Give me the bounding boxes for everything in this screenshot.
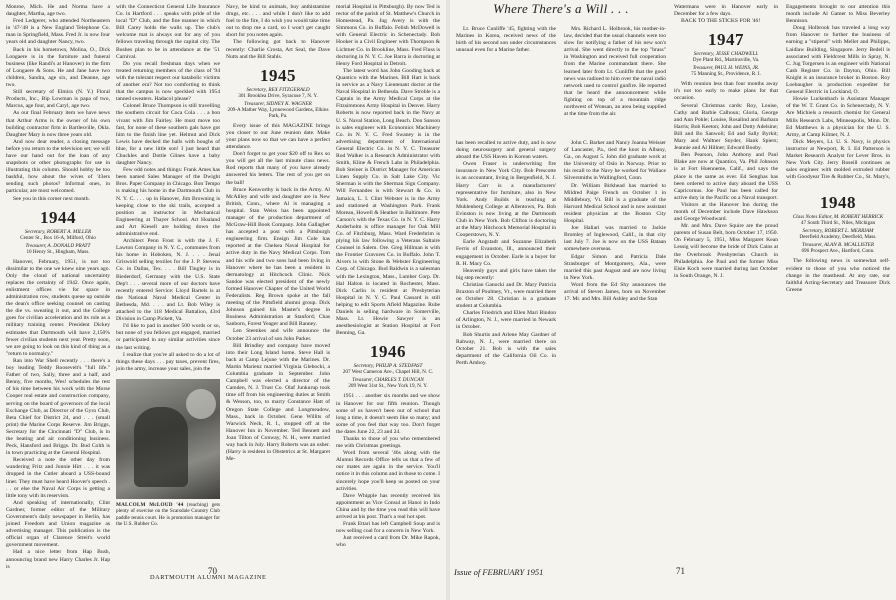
- text-paragraph: I realize that you're all asked to do a lot of things these days . . . pay taxes, prevent fires, join the army, increase your sales, join the: [116, 351, 220, 372]
- column-5b: [564, 140, 666, 560]
- text-paragraph: Navy, be kind to animals, buy anthistamine drugs, etc. . . . and while I don't like to add fuel to the fire, I do wish you would take time out to drop me a card, so I won't get caught short for you notes again.: [226, 4, 330, 39]
- class-year-heading: 1945: [260, 65, 296, 85]
- treasurer-line: Treasurer, SIDNEY K. WAGNER: [244, 100, 312, 107]
- text-paragraph: Bruce Kenworthy is back in the Army. Al McAliley and wife and daughter are in New British, Conn., where Al is managing a hospital. Stan Weiss has been appointed manager of the production department of McGraw-Hill Book Company. John Gallagher has accepted a post with a Pittsburgh engineering firm. Ensign Jim Cole has reported at the Chelsea Naval Hospital for active duty in the Navy Medical Corps. Tom and his wife and two sons had been living in Hanover where he has been a resident in dermatology at Hitchcock Clinic. Nick Sandoe was elected president of the newly formed Hanover Chapter of the United World Federalists. Reg Brown spoke at the fall meeting of the Pittsfield alumni group. Dick Johnson gained his Master's degree in Business Administration at Stanford; Chas Sanborn, Forest Yeager and Bill Ranney.: [226, 186, 330, 328]
- text-paragraph: And speaking of internationally, Clint Gardner, former editor of the Military Government's daily newspaper in Berlin, has joined Freedom and Union magazine as advertising manager. This publication is the official organ of Clarence Streit's world government movement.: [6, 499, 110, 549]
- text-paragraph: Doug Holbrook has traveled a long way from Hanover to further the business of earning a "stipend" with Mellet and Philipps, Laidlaw Building, Singapore. Jerry Bedell is associated with Fieldcrest Mills in Spray, N. C. Jug Torgersen is an engineer with National Cash Register Co. in Dayton, Ohio. Bill Knight is an insurance broker in Boston. Roy Loebaugher is production expediter for General Electric in Lockland, O.: [786, 25, 890, 96]
- text-paragraph: I'd like to pad in another 500 words or so, but none of you fellows got engaged, married or participated in any similar activities since the last writing.: [116, 323, 220, 351]
- text-paragraph: Word from several '46s along with the Alumni Records Office tells us that a few of our mates are again in the service. You'll notice it in this column and in those to come. I sincerely hope you'll keep us posted on your activities.: [336, 450, 440, 492]
- text-paragraph: Fred Ledgerer, who attended Northeastern in '47-'48 is a New England Telephone Co. man in Springfield, Mass. Fred Jr. is now four years old and daughter Nancy, two.: [6, 18, 110, 46]
- caption-name: MALCOLM McLOUD '44: [116, 501, 184, 508]
- text-paragraph: Owen Fraser is underwriting fire insurance in New York City. Bob Prescotte is an accountant, living in Bergenfield, N. J. Harry Carr is a manufacturers' representative for furniture, also in New York. Andy Builds is teaching at Muhlenberg College at Allentown, Pa. Bob Evinston is now living at the Dartmouth Club in New York. Bob Clifton is doctoring at the Mary Hitchcock Memorial Hospital in Cooperstown, N. Y.: [456, 161, 556, 239]
- treasurer-address: 209-A Mather Way, Lynnewood Gardens, Elkins Park, Pa.: [227, 106, 329, 119]
- text-paragraph: Don't forget to get your $20 off to Rex so you will get all the last minute class news. Rod reports that many of you have already answered his letters. The rest of you get on the ball!: [226, 151, 330, 186]
- col1-paras: [6, 4, 110, 203]
- text-paragraph: 1951 . . . another six months and we show in Hanover for our fifth reunion. Though some of us haven't been out of school that long a time, it doesn't seem like so many; and some of you feel that way too. Don't forget the dates June 22, 23 and 24.: [336, 393, 440, 435]
- text-paragraph: Every issue of this MAGAZINE brings you closer to our June reunion date. Make your plans now so that we can have a perfect attendance.: [226, 122, 330, 151]
- text-paragraph: Dr. William Birkhead has married to Mildred Paige French on October 1 in Middlebury, Vt. Bill is a graduate of the Harvard Medical School and is now assistant resident physician at the Boston City Hospital.: [564, 182, 666, 225]
- text-paragraph: Bill Brindley and company have moved into their Long Island home. Steve Hall is back at Camp Lejune with the Marines. Dr. Martin Marienz married Virginia Glebocki, a Columbia graduate in September. John Campbell was elected a director of the Camden, N. J. Trust Co. Olaf Junkurup took time off from his engineering duties at Smith & Wesson, too, to marry Constance Hatt of Oregon State College and Longmeadow, Mass., back in October. Gene Willits of Warwick Neck, R. I., stopped off at the Hanover Inn in November. Ted Bennett and Joan Tilton of Conway, N. H., were married way back in July. Harry Roberts was an usher. (Harry is resident in Obstetrics at St. Margaret Me-: [226, 342, 330, 463]
- text-paragraph: Earle Angstadt and Suzanne Elizabeth Ferris of Evanston, Ill., announced their engagement in October. Earle is a buyer for R. H. Macy Co.: [456, 239, 556, 267]
- paddle-tennis-photo: [116, 379, 220, 499]
- caption-text: (reaching) gets plenty of exercise on the Scarsdale Country Club paddle tennis court. He is promotion manager for the U.S. Rubber Co.: [116, 501, 221, 528]
- magazine-footer: DARTMOUTH ALUMNI MAGAZINE: [150, 574, 267, 581]
- text-paragraph: Engagements brought to our attention this month include Al Gamer to Miss Beverley Bennison.: [786, 4, 890, 25]
- text-paragraph: Howie Luckenbach is Assistant Manager of the W. T. Grant Co. in Schenectady, N. Y. Are Michiels a research chemist for General Mills Research Labs, Minneapolis, Minn. Dr. Ed Matthews is a physician for the U. S. Army, at Camp Kilmer, N. J.: [786, 96, 890, 138]
- text-paragraph: Bob Shurtis and Arlene May Gardner of Rahway, N. J., were married there on October 21. Bob is with the sales department of the California Oil Co. in Perth Amboy.: [456, 331, 556, 366]
- sidebar-title: Where There's a Will . . .: [493, 1, 629, 16]
- col1-paras2: [6, 259, 110, 571]
- column-5: [456, 140, 556, 560]
- secretary-address: 207 West Cameron Ave., Chapel Hill, N. C.: [342, 369, 434, 376]
- photo-light: [186, 389, 216, 419]
- secretary-line: Secretary, PHILIP A. STEDFAST: [353, 363, 423, 370]
- text-paragraph: Ben Pearson, John Anthony and Paul Blake are now at Quantico, Va. Phil Johnson is at Fort Huenneme, Calif., and says the place is the same as ever. Ed Senghas has been ordered to active duty aboard the USS Capricornus. Joe Paul has been called for active duty in the Pacific on a Naval transport.: [674, 152, 778, 201]
- secretary-line: Secretary, JESSE CHADWELL: [693, 51, 759, 58]
- text-paragraph: Dick Meyers, Lt. U. S. Navy, is physics instructor at Newport, R. I. Ed Patterson is Market Research Analyst for Lever Bros. in New York City. Jerry Roseill continues as sales engineer with molded extruded rubber with Goodyear Tire & Rubber Co., St. Mary's, O.: [786, 138, 890, 188]
- text-paragraph: Frank Ettari has left Campbell Soup and is now selling coal for a concern in New York.: [336, 521, 440, 535]
- secretary-line: Secretary, REX FITZGERALD: [246, 86, 310, 93]
- class-year-heading: 1946: [370, 342, 406, 362]
- class-year-heading: 1947: [708, 30, 744, 50]
- sidebar-col-b: [564, 26, 666, 138]
- text-paragraph: Just received a card from Dr. Mike Rapok, who: [336, 535, 440, 549]
- sidebar-col-a: [456, 26, 556, 138]
- photo-caption: [116, 502, 220, 528]
- text-paragraph: Christian Ganocki and Dr. Mary Patricia Braxton of Poultney, Vt., were married there on October 28. Christian is a graduate student at Columbia.: [456, 281, 556, 310]
- text-paragraph: Hanover, February, 1951, is not too dissimilar to the one we knew nine years ago. Only the cloud of national uncertainty replaces the certainty of 1942. Once again, enlistment offices vie for space in administration row, students queue up outside the dean's office seeking counsel on casting the die vs. sweating it out, and the College goes for civilian acceleration and its role as a military training center. President Dickey estimates that Dartmouth will have 2,150% fewer civilian students next year. Pretty soon, we are going to look on this kind of thing as a "return to normalcy.": [6, 258, 110, 357]
- column-6: [674, 4, 778, 564]
- issue-line: Issue of FEBRUARY 1951: [454, 567, 544, 577]
- text-paragraph: Several Christmas cards: Roy, Louise, Cathy and Barbie Calhoun; Gloria, George and Ann Pohle; Louise, Rosalind and Barbara Harris; Bob Keeton; John and Dotty Adelsine; Bill and Bo Sanwoli; Ed and Sally Byrkit; Mary and Waltner Snyder, Hank Spiers; Jeannie and Al Hillner; Edward Booby.: [674, 102, 778, 152]
- text-paragraph: John C. Barker and Nancy Joanna Weisser of Lancaster, Pa., tied the knot in Albany, Ga., on August 5. John did graduate work at the University of Oslo in Norway. Prior to his recall to the Navy he worked for Wallace Silversmiths in Wallingford, Conn.: [564, 140, 666, 182]
- class-year-heading: 1944: [40, 207, 76, 227]
- text-paragraph: Do you recall freshman days when we treated returning members of the class of '94 with the tolerant respect our katabolic victims of another era? Not too comforting to think that the campus is now speckled with 1954 tanned sweaters. Hadacol please?: [116, 60, 220, 103]
- text-paragraph: Architect Penn Frost is with the J. F. Lawton Company in N. Y. C., commutes from his home in Hoboken, N. J. . . . Jenal Griswold selling textiles for the J. P. Stevens Co. in Dallas, Tex. . . . Bill Tingley is in Biederdorf, Germany with the U.S. State Dep't . . . several more of our doctors have recently entered Service: Lloyd Bartels is at the National Naval Medical Center in Bethesda, Md. . . . and Lt. Bob Wiley is attached to the 118 Medical Battalion, 43rd Division in Camp Pickett, Va.: [116, 238, 220, 323]
- text-paragraph: Mrs. Richard L. Holbrook, his mother-in-law, decided that the usual channels were too slow for notifying a father of his new son's arrival. She went directly to the top "brass" in Washington and received full cooperation from the Marine commandant there. She learned later from Lt. Cunliffe that the good news was radioed to him over the naval radio network used to control gunfire. He reported that he heard the announcement while fighting on top of a mountain ridge northwest of Wonsan, an area being supplied at the time from the air.: [564, 26, 666, 118]
- text-paragraph: BACK TO THE STICKS FOR '46!: [681, 18, 761, 25]
- class-section-1944: [6, 209, 110, 255]
- treasurer-address: 75 Manning St., Providence, R. I.: [691, 71, 761, 78]
- treasurer-line: Treasurer, A. DONALD PRATT: [25, 242, 91, 249]
- text-paragraph: Received a note the other day from wandering Fritz and Jonnie Hirt . . . it was dropped in the Cutler aboard a USS-bound liner. They must have heard Hoover's speech . . . or else the Naval Air Corps is getting a little tony with its reservists.: [6, 457, 110, 499]
- treasurer-line: Treasurer, ALAN B. MCALLISTER: [801, 242, 874, 249]
- text-paragraph: Heavenly guys and girls have taken the big step recently:: [456, 267, 556, 281]
- column-2: [116, 4, 220, 564]
- text-paragraph: The following news is somewhat self-evident to those of you who noticed the change in the masthead. At any rate, our faithful Acting-Secretary and Treasurer Dick Greene: [786, 258, 890, 293]
- text-paragraph: Mr. and Mrs. Dave Squire are the proud parents of Susan Belt, born October 17, 1950. On February 5, 1951, Miss Margaret Kean Lessig will become the bride of Dick Cains at the Overbrook Presbyterian Church in Philadelphia. Joe Paul and the former Miss Elsie Koch were married during last October in South Orange, N. J.: [674, 223, 778, 279]
- text-paragraph: Few odd notes and things: Frank Ames has been named Sales Manager of the Dwight Bros. Paper Company in Chicago. Bon Tempo is making his home in the Dartmouth Club in N. Y. C. . . . up in Hanover, Jim Browning is keeping close to the ski trails, accepted a position as instructor in Mechanical Engineering at Thayer School. Art Hoaland and Art Kiesell are holding down the administrative end.: [116, 167, 220, 237]
- text-paragraph: Dave Whipple has recently received his appointment as Vice Consul at Hanoi in Indo China and by the time you read this will have arrived at his post. That's a real hot spot.: [336, 492, 440, 520]
- text-paragraph: Still secretary of Elmira (N. Y.) Floral Products, Inc., Bip Lowman is papa of two, Marcus, age four, and Caryl, age two.: [6, 89, 110, 110]
- secretary-line: Secretary, ROBERT A. MILLER: [24, 228, 92, 235]
- text-paragraph: Visitors at the Hanover Inn during the month of December include Dave Hawkson and George Woodward.: [674, 201, 778, 223]
- text-paragraph: Thanks to those of you who remembered me with Christmas greetings.: [336, 435, 440, 450]
- text-paragraph: Charles Friedrich and Ellen Mari Bindon of Arlington, N. J., were married in Newark in October.: [456, 310, 556, 331]
- text-paragraph: has been recalled to active duty, and is now doing neurosurgery and general surgery aboard the USS Haven in Korean waters.: [456, 140, 556, 161]
- text-paragraph: The latest word has John Gooding back at Quantico with the Marines. Bill Hart is back in service as a Navy Lieutenant doctor at the Naval Hospital in Bethesda. Dave Stroble is a Captain in the Army Medical Corps at the Fitzsimmons Army Hospital in Denver. Harry Roberts is now reported back in the Navy at U. S. Naval Station, Long Beach. Don Sanson is sales engineer with Economics Machinery Co. in N. Y. C. Fred Swaney is in the advertising department of International General Electric Co. in N. Y. C. Treasurer Rod Walker is a Research Administrator with Smith, Kline & French Labs in Philadelphia. Bob Steiner is District Manager for American Linen Supply Co. in Salt Lake City. Vic Sherman is with the Sherman Sign Company. Will Fernandes is with Stewart & Co. in Jamaica, L. I. Clint Webster is in the Army and stationed at Washington Park. Frank Moreau, Howell & Heather in Baltimore. Pete Carson's with the Texas Co. in N. Y. C. Harry Anderholm is office manager for Oak Mill Co. of Fitchburg, Mass. Ward Frederhrim is plying his law following a Veterans Saltaire Counsel in Salem. Ore. Greg Hillman is with the Frontier Gravures Co. in Buffalo. John T. Alvers is with Stone & Webster Engineering Corp. of Chicago. Bud Baldwin is a salesman with the Lexington, Mass., Lumber Corp. Dr. Hal Halton is located in Rochester, Mass. Dick Carlin is resident at Presbyterian Hospital in N. Y. C. Paul Cassard is still helping to edit Sports Afield Magazine. Rube Daniels is selling hardware in Somerville, Mass. Lt. Howie Sawyer is an anesthesiologist at Station Hospital at Fort Benning, Ga.: [336, 67, 440, 337]
- column-3: [226, 4, 330, 564]
- text-paragraph: morial Hospital in Pittsburgh). By now Ted is rector of the parish of St. Matthew's Church in Homestead, Pa. Jug Avery is with the Simmons Co. in Buffalo. Felish McDowell is with General Electric in Schenectady. Bob Hooker is a Civil Engineer with Thompson & Lichtner Co. in Brookline, Mass. Fred Fluss is doctoring in N. Y. C. Joe Barra is doctoring at Henry Ford Hospital in Detroit.: [336, 4, 441, 67]
- text-paragraph: Edgar Simon and Patricia Dale Strasburger of Montgomery, Ala., were married this past August and are now living in New York.: [564, 253, 666, 281]
- text-paragraph: The following got back to Hanover recently: Charlie Crosta, Art Seal, the Dave Nutts and the Bill Stahls.: [226, 39, 330, 60]
- class-section-1947: [674, 31, 778, 77]
- right-page: [450, 0, 896, 600]
- editor-line: Class Notes Editor, M. ROBERT HERRICK: [792, 214, 884, 221]
- page-number-left: 70: [208, 566, 217, 576]
- treasurer-address: 10 Henry St., Hingham, Mass.: [26, 248, 90, 255]
- page-number-right: 71: [676, 566, 685, 576]
- text-paragraph: Joe Haliari was married to Jackie Bromley of Inglewood, Calif., in that city last July 7. Joe is now on the USS Bataan somewhere overseas.: [564, 225, 666, 253]
- text-paragraph: Len Steenkes and wife announce the October 23 arrival of son John Parker.: [226, 328, 330, 342]
- text-paragraph: Had a nice letter from Hap Bush, announcing brand new Harry Charles Jr. Hap is: [6, 549, 110, 570]
- treasurer-address: 209 West 31st St., New York 19, N. Y.: [348, 383, 428, 390]
- text-paragraph: Colonel Bruce Thompson is still travelling the southern circuit for Coca Cola . . . a bon vivant with Jim Fairley. He must move too fast, for none of these southern gals have got him to the finish line yet. Helmut and Dick Lewis have decked the halls with boughs of blue, for a new little son! I just heard that Chuckles and Dottie Glines have a baby daughter Nancy.: [116, 103, 220, 167]
- text-paragraph: Ran into War Shell recently . . . there's a boy leading Teddy Roosevelt's "full life." Father of two, Sally, three and a half, and Benny, five months, Wes! schedules the rest of his time between his work with the Morse Cooper real estate and construction company, serving on the board of governors of the local Exchange Club, as Director of the Gyro Club, Beta Chief for District 24, and . . . (small print) the Marine Corps Reserve. Jim Briggs, Secretary for the Cincinnati "D" Club, is in the beating and air conditioning business. Peck, Hansford and Briggs. Dr. Bud Colth is in town practicing at the General Hospital.: [6, 357, 110, 457]
- secretary-line: Secretary, ROBERT L. MERRIAM: [802, 228, 874, 235]
- text-paragraph: Word from the Ed Shy announces the arrival of Steven James, born on November 17. Mr. and Mrs. Bill Ashley and the Stan: [564, 281, 666, 303]
- secretary-address: Dye Plant Rd., Martinsville, Va.: [692, 57, 760, 64]
- treasurer-line: Treasurer, PAUL H. WEINS, JR.: [692, 65, 760, 72]
- class-section-1948: [786, 194, 890, 254]
- text-paragraph: And now dear reader, a closing message before you return to the television set; we will have our hand out for the loan of any snapshots or other photographs for use in illustrating this column. Should hobby be too bashful, how about the wives of '43ers sending such photos? Informal ones, in particular, are most welcomed.: [6, 138, 110, 195]
- secretary-address: Deerfield Academy, Deerfield, Mass.: [799, 234, 877, 241]
- text-paragraph: Monroe, Mich. He and Norma have a daughter, Martha, age two.: [6, 4, 110, 18]
- text-paragraph: Back in his hometown, Molina, O., Dick Longaere is in the furniture and funeral business (like Randi's at Hanover) in the firm of Longaere & Sons. He and Jane have two children, Sandra, age six, and Deanne, age two.: [6, 46, 110, 89]
- treasurer-line: Treasurer, CHARLES T. DUNCAN: [352, 377, 424, 384]
- editor-address: 47 South Third St., Niles, Michigan: [800, 220, 876, 227]
- left-page: [0, 0, 446, 600]
- text-paragraph: with the Connecticut General Life Insurance Co. in Hartford . . . speaks with pride of the local "D" Club, and the fine manner in which Bill Carey holds the walls up. The club's welcome mat is always out for any of you fellows traveling through the capital city. The Bushes plan to be in attendance at the '51 Carnival.: [116, 4, 220, 60]
- text-paragraph: See you in this corner next month.: [13, 195, 90, 202]
- column-1: [6, 4, 110, 570]
- class-section-1945: [226, 67, 330, 119]
- column-4: [336, 4, 440, 564]
- text-paragraph: With reunion less than four months away it's not too early to make plans for that occasion.: [674, 81, 778, 102]
- treasurer-address: 696 Prospect Ave., Hartford, Conn.: [801, 248, 875, 255]
- class-year-heading: 1948: [820, 193, 856, 213]
- column-7: [786, 4, 890, 564]
- secretary-address: 301 Brooklea Drive, Syracuse 7, N. Y.: [238, 92, 318, 99]
- secretary-address: Center St., Box 16-A, Milford, Ohio: [20, 234, 96, 241]
- text-paragraph: Lt. Bruce Cunliffe '45, fighting with the Marines in Korea, received news of the birth of his second son under circumstances unusual even for a Marine father.: [456, 26, 556, 54]
- text-paragraph: As our final February item we have news that Arthur Arms is the owner of his own building contractor firm in Bartlesville, Okla. Daughter Mary is now three years old.: [6, 110, 110, 138]
- class-section-1946: [336, 343, 440, 389]
- photo-figure: [134, 407, 188, 487]
- text-paragraph: Watermans were in Hanover early in December for a few days.: [674, 4, 778, 18]
